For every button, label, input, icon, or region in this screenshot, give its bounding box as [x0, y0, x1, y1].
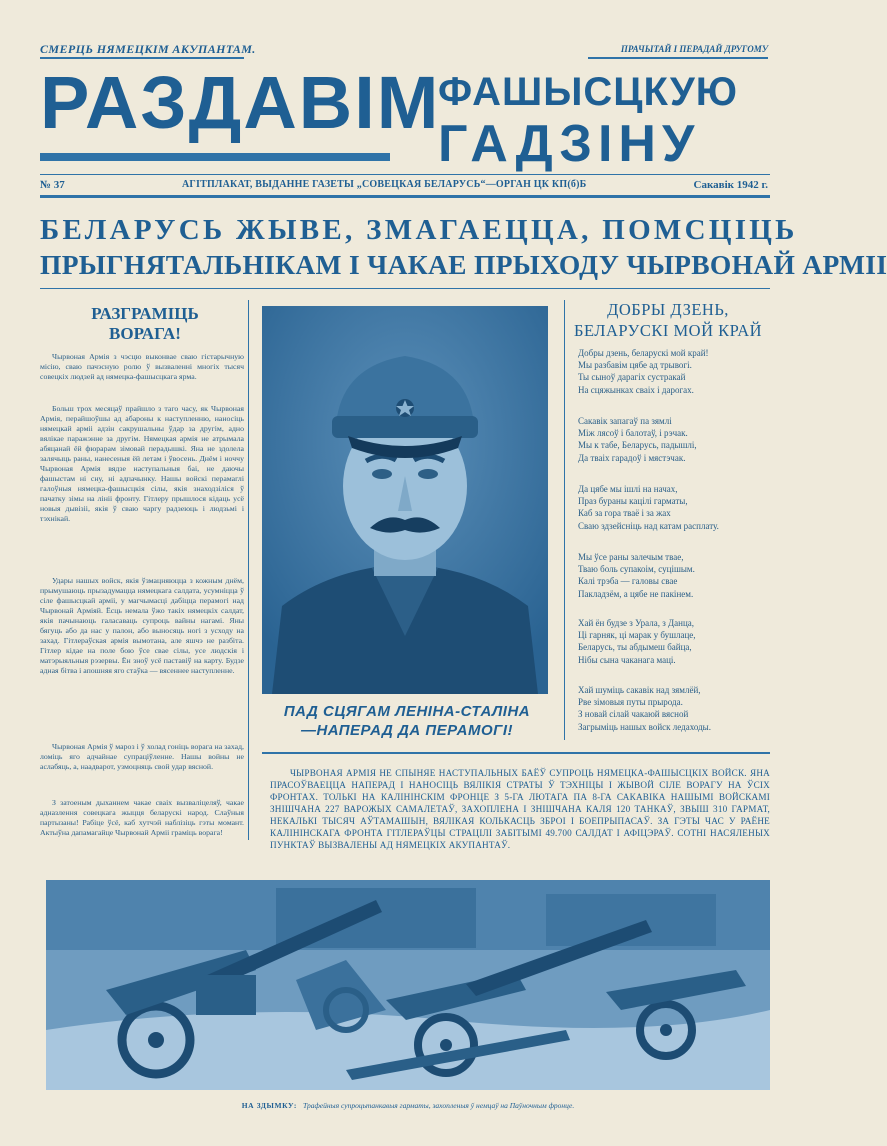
poem-line: Мы к табе, Беларусь, падышлі, — [578, 440, 697, 451]
article-paragraph: Чырвоная Армія з чэсцю выконвае сваю гістарычную місію, сваю пачэсную ролю ў вызваленні многіх тысяч совецкіх людзей ад нямецка-фашысцкага ярма. — [40, 352, 244, 381]
poem-line: Да цябе мы ішлі на начах, — [578, 484, 678, 494]
issue-rule-bottom — [40, 195, 770, 198]
poem-stanza — [578, 617, 774, 666]
poem-line: Беларусь, ты абдымеш байца, — [578, 642, 692, 653]
portrait-photo — [262, 306, 548, 694]
dispatch-rule — [262, 752, 770, 754]
photo-caption-label: НА ЗДЫМКУ: — [241, 1101, 297, 1110]
headline-line-2: ПРЫГНЯТАЛЬНІКАМ І ЧАКАЕ ПРЫХОДУ ЧЫРВОНАЙ АРМІІ — [40, 249, 887, 280]
poem-line: Сакавік запагаў па зямлі — [578, 416, 672, 426]
masthead-right-bottom: ГАДЗІНУ — [438, 115, 701, 173]
article-paragraph: Чырвоная Армія ў мароз і ў холад гоніць ворага на захад, ломіць яго адчайнае супраціўленне. Нашы войны не аслабяць, а, наадварот, узмоцняць свой удар вясной. — [40, 742, 244, 771]
column-divider-right — [564, 300, 565, 740]
front-dispatch: ЧЫРВОНАЯ АРМІЯ НЕ СПЫНЯЕ НАСТУПАЛЬНЫХ БАЁЎ СУПРОЦЬ НЯМЕЦКА-ФАШЫСЦКІХ ВОЙСК. ЯНА ПРАСОЎВАЕЦЦА НАПЕРАД І НАНОСІЦЬ ВЯЛІКІЯ СТРАТЫ Ў ТЭХНІЦЫ І ЖЫВОЙ СІЛЕ ВОРАГУ НА ЎСІХ ФРОНТАХ. ТОЛЬКІ НА КАЛІНІНСКІМ ФРОНЦЕ З 5-ГА ЛЮТАГА ПА 8-ГА САКАВІКА НАШЫМІ ВОЙСКАМІ ЗНІШЧАНА 227 ВАРОЖЫХ САМАЛЕТАЎ, ЗАХОПЛЕНА І ЗНІШЧАНА КАЛЯ 120 ТАНКАЎ, ЗВЫШ 310 ГАРМАТ, НЕКАЛЬКІ ТЫСЯЧ АЎТАМАШЫН, ВЯЛІКАЯ КОЛЬКАСЦЬ ЗБРОІ І БОЕПРЫПАСАЎ. ЗА ГЭТЫ ЧАС У РАЁНЕ КАЛІНІНСКАГА ФРОНТА ГІТЛЕРАЎЦЫ СТРАЦІЛІ ЗАБІТЫМІ 49.700 САЛДАТ І АФІЦЭРАЎ. СОТНІ НАСЯЛЕНЫХ ПУНКТАЎ ВЫЗВАЛЕНЫ АД НЯМЕЦКІХ АКУПАНТАЎ. — [270, 768, 770, 850]
poem-line: З новай сілай чакаюй вясной — [578, 709, 689, 720]
publication-subtitle: АГІТПЛАКАТ, ВЫДАННЕ ГАЗЕТЫ „СОВЕЦКАЯ БЕЛАРУСЬ“—ОРГАН ЦК КП(б)Б — [182, 179, 587, 190]
photo-caption-text: Трафейныя супроцьтанкавыя гарматы, захопленыя ў немцаў на Паўночным фронце. — [302, 1101, 575, 1110]
poem-line: Калі трэба — галовы свае — [578, 576, 678, 587]
masthead-bar — [40, 153, 390, 161]
poem-line: Хай ён будзе з Урала, з Данца, — [578, 618, 695, 628]
poem-line: Да тваіх гарадоў і мястэчак. — [578, 452, 686, 463]
portrait-caption-line-2: —НАПЕРАД ДА ПЕРАМОГІ! — [300, 721, 514, 739]
poem-title — [566, 300, 770, 341]
slogan-underline — [40, 57, 244, 59]
poem-line: Рве зімовыя путы прырода. — [578, 697, 683, 708]
poem-line: На сцяжынках сваіх і дарогах. — [578, 384, 694, 395]
poem-stanza — [578, 551, 774, 600]
article-title-line-1: РАЗГРАМІЦЬ — [91, 304, 199, 323]
poem-stanza — [578, 684, 774, 733]
article-paragraph: Удары нашых войск, якія ўзмацняюцца з кожным днём, прымушаюць прызадумацца нямецкага салдата, усумніцца ў сіле фашысцкай арміі, у магчымасці дабіцца перамогі над Чырвонай Арміяй. Ёсць немала ўжо такіх нямецкіх салдат, якія пачынаюць галасаваць супроць вайны нагамі. Яны бягуць або да нас у палон, або выносяць ногі з усходу на захад. Гітлераўская армія вымотана, але яшчэ не разбіта. Гітлер кідае на поле бою ўсе свае сілы, усе людскія і матэрыяльныя рэзервы. Ён зноў усё паставіў на карту. Будзе адная бітва і апошняя яго стаўка — вясеннее наступленне. — [40, 576, 244, 675]
poem-stanza — [578, 415, 774, 464]
portrait-caption-line-1: ПАД СЦЯГАМ ЛЕНІНА-СТАЛІНА — [283, 703, 531, 720]
poem-line: Між лясоў і балотаў, і рэчак. — [578, 428, 688, 439]
headline-line-1: БЕЛАРУСЬ ЖЫВЕ, ЗМАГАЕЦЦА, ПОМСЦІЦЬ — [40, 214, 798, 246]
portrait-illustration — [262, 306, 548, 694]
portrait-caption — [250, 703, 564, 741]
poem-title-line-2: БЕЛАРУСКІ МОЙ КРАЙ — [573, 320, 763, 340]
poem-line: Тваю боль супакоім, суцішым. — [578, 564, 695, 575]
poem-line: Ты сыноў дарагіх сустракай — [578, 372, 686, 383]
poem-line: Мы ўсе раны залечым твае, — [578, 552, 684, 562]
issue-rule-top — [40, 174, 770, 175]
poem-stanza — [578, 347, 774, 396]
issue-number: № 37 — [40, 179, 65, 191]
poem-line: Пакладзём, а цябе не пакінем. — [578, 588, 694, 599]
slogan-left: СМЕРЦЬ НЯМЕЦКІМ АКУПАНТАМ. — [40, 42, 256, 56]
poem-line: Праз бураны кацілі гарматы, — [578, 496, 688, 507]
slogan-right: ПРАЧЫТАЙ І ПЕРАДАЙ ДРУГОМУ — [620, 44, 768, 54]
headline-rule — [40, 288, 770, 289]
poem-line: Загрыміць нашых войск ледаходы. — [578, 721, 711, 732]
masthead-right-top: ФАШЫСЦКУЮ — [438, 70, 739, 114]
poem-line: Нібы сына чаканага маці. — [578, 654, 676, 665]
column-divider-left — [248, 300, 249, 840]
poem-line: Ці гарняк, ці марак у бушлаце, — [578, 630, 696, 641]
poem-stanza — [578, 483, 774, 532]
poem-line: Сваю здзейсніць над катам расплату. — [578, 520, 719, 531]
poem-line: Мы разбавім цябе ад трывогі. — [578, 360, 692, 371]
slogan-right-underline — [588, 57, 768, 59]
article-paragraph: Больш трох месяцаў прайшло з таго часу, як Чырвоная Армія, перайшоўшы ад абароны к наступленню, наносіць нямецкай арміі адзін сакрушальны ўдар за другім, адно вялікае паражэнне за другім. Нямецкая армія не атрымала абяцанай ёй фюрарам зімовай перадышкі. Яна не здолела залячыць раны, нанесеныя ёй летам і ўвосень. Днём і ноччу Чырвоная Армія вядзе наступальныя баі, не даючы фашыстам ні сну, ні адпачынку. Нашы войскі перамаглі галоўныя нямецка-фашысцкія сілы, якія знаходзіліся ў пачатку зімы на лініі фронту. Гітлеру прышлося кідаць усё новыя дывізіі, якія ў сваю чаргу радзеюць і людзьмі і тэхнікай. — [40, 404, 244, 523]
article-title — [70, 304, 220, 345]
poem-line: Каб за гора тваё і за жах — [578, 508, 671, 519]
article-paragraph: З затоеным дыханнем чакае сваіх вызваліцеляў, чакае адназлення совецкага жыцця беларускі народ. Слаўныя партызаны! Рабіце ўсё, каб хутчэй наблізіць гэты момант. Актыўна дапамагайце Чырвонай Арміі граміць ворага! — [40, 798, 244, 837]
captured-guns-photo — [46, 880, 770, 1090]
article-title-line-2: ВОРАГА! — [109, 324, 181, 344]
poem-title-line-1: ДОБРЫ ДЗЕНЬ, — [607, 300, 729, 319]
poem-line: Добры дзень, беларускі мой край! — [578, 348, 709, 358]
captured-guns-illustration — [46, 880, 770, 1090]
masthead-left: РАЗДАВІМ — [40, 61, 441, 144]
photo-caption — [46, 1101, 770, 1110]
issue-date: Сакавік 1942 г. — [693, 179, 768, 191]
poem-line: Хай шуміць сакавік над зямлёй, — [578, 685, 701, 695]
